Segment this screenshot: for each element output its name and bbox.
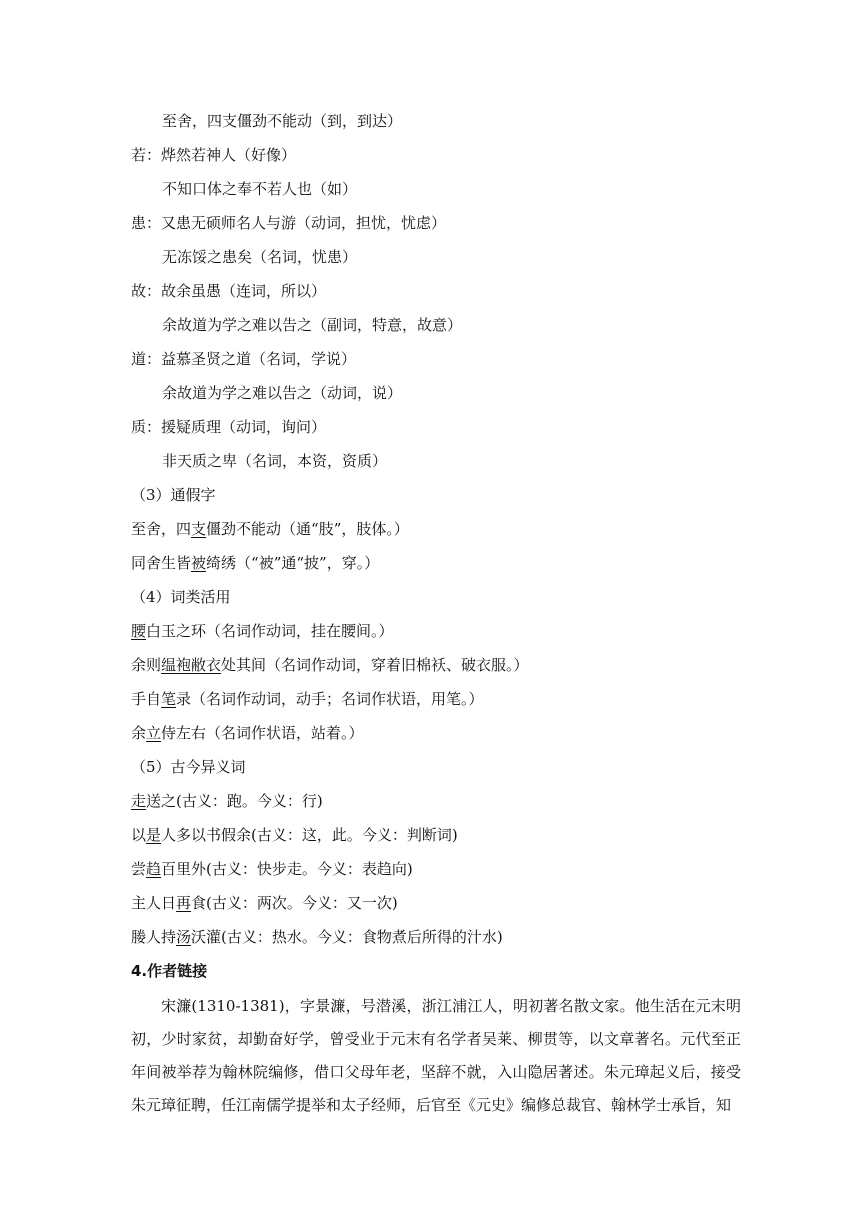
underlined-word: 再 bbox=[176, 894, 192, 912]
text-line bbox=[131, 655, 771, 675]
text-line: 非天质之卑（名词，本资，资质） bbox=[162, 452, 388, 470]
subsection-heading: （3）通假字 bbox=[131, 486, 216, 504]
text-line: 故：故余虽愚（连词，所以） bbox=[131, 282, 327, 300]
text-line bbox=[131, 621, 771, 641]
text-line bbox=[131, 723, 771, 743]
text-line bbox=[131, 893, 771, 913]
underlined-word: 走 bbox=[131, 792, 147, 810]
underlined-word: 是 bbox=[146, 826, 162, 844]
underlined-word: 汤 bbox=[176, 928, 192, 946]
line-text: 人多以书假余(古义：这，此。今义：判断词) bbox=[161, 826, 458, 844]
line-text: 尝 bbox=[131, 860, 147, 878]
line-text: 以 bbox=[131, 826, 147, 844]
text-line bbox=[131, 791, 771, 811]
line-text: 白玉之环（名词作动词，挂在腰间。） bbox=[146, 622, 394, 640]
line-text: 侍左右（名词作状语，站着。） bbox=[161, 724, 364, 742]
text-line: 不知口体之奉不若人也（如） bbox=[162, 180, 358, 198]
line-text: 余 bbox=[131, 724, 147, 742]
line-text: 绮绣（“被”通“披”，穿。） bbox=[206, 554, 380, 572]
text-line bbox=[131, 553, 771, 573]
line-text: 至舍，四 bbox=[131, 520, 192, 538]
section-heading: 4.作者链接 bbox=[131, 962, 208, 980]
line-text: 主人日 bbox=[131, 894, 177, 912]
line-text: 手自 bbox=[131, 690, 162, 708]
subsection-heading: （5）古今异义词 bbox=[131, 758, 246, 776]
text-line: 至舍，四支僵劲不能动（到，到达） bbox=[162, 112, 403, 130]
text-line bbox=[131, 927, 771, 947]
text-line bbox=[131, 859, 771, 879]
text-line: 若：烨然若神人（好像） bbox=[131, 146, 297, 164]
underlined-word: 笔 bbox=[161, 690, 177, 708]
line-text: 僵劲不能动（通“肢”，肢体。） bbox=[206, 520, 409, 538]
text-line: 余故道为学之难以告之（副词，特意，故意） bbox=[162, 316, 463, 334]
line-text: 录（名词作动词，动手；名词作状语，用笔。） bbox=[176, 690, 484, 708]
text-line: 患：又患无硕师名人与游（动词，担忧，忧虑） bbox=[131, 214, 447, 232]
author-paragraph: 宋濂(1310-1381)，字景濂，号潜溪，浙江浦江人，明初著名散文家。他生活在元末明初，少时家贫，却勤奋好学，曾受业于元末有名学者吴莱、柳贯等，以文章著名。元代至正年间被举荐为翰林院编修，借口父母年老，坚辞不就，入山隐居著述。朱元璋起义后，接受朱元璋征聘，任江南儒学提举和太子经师，后官至《元史》编修总裁官、翰林学士承旨，知 bbox=[131, 997, 741, 1114]
text-line bbox=[131, 689, 771, 709]
underlined-word: 支 bbox=[191, 520, 207, 538]
line-text: 余则 bbox=[131, 656, 162, 674]
underlined-word: 缊袍敝衣 bbox=[161, 656, 222, 674]
line-text: 百里外(古义：快步走。今义：表趋向) bbox=[161, 860, 413, 878]
line-text: 送之(古义：跑。今义：行) bbox=[146, 792, 323, 810]
text-line: 道：益慕圣贤之道（名词，学说） bbox=[131, 350, 357, 368]
underlined-word: 腰 bbox=[131, 622, 147, 640]
underlined-word: 趋 bbox=[146, 860, 162, 878]
text-line bbox=[131, 825, 771, 845]
underlined-word: 立 bbox=[146, 724, 162, 742]
line-text: 食(古义：两次。今义：又一次) bbox=[191, 894, 398, 912]
subsection-heading: （4）词类活用 bbox=[131, 588, 231, 606]
underlined-word: 被 bbox=[191, 554, 207, 572]
text-line: 余故道为学之难以告之（动词，说） bbox=[162, 384, 403, 402]
line-text: 处其间（名词作动词，穿着旧棉袄、破衣服。） bbox=[221, 656, 529, 674]
text-line: 无冻馁之患矣（名词，忧患） bbox=[162, 248, 358, 266]
text-line: 质：援疑质理（动词，询问） bbox=[131, 418, 327, 436]
line-text: 媵人持 bbox=[131, 928, 177, 946]
text-line bbox=[131, 519, 771, 539]
line-text: 沃灌(古义：热水。今义：食物煮后所得的汁水) bbox=[191, 928, 503, 946]
line-text: 同舍生皆 bbox=[131, 554, 192, 572]
